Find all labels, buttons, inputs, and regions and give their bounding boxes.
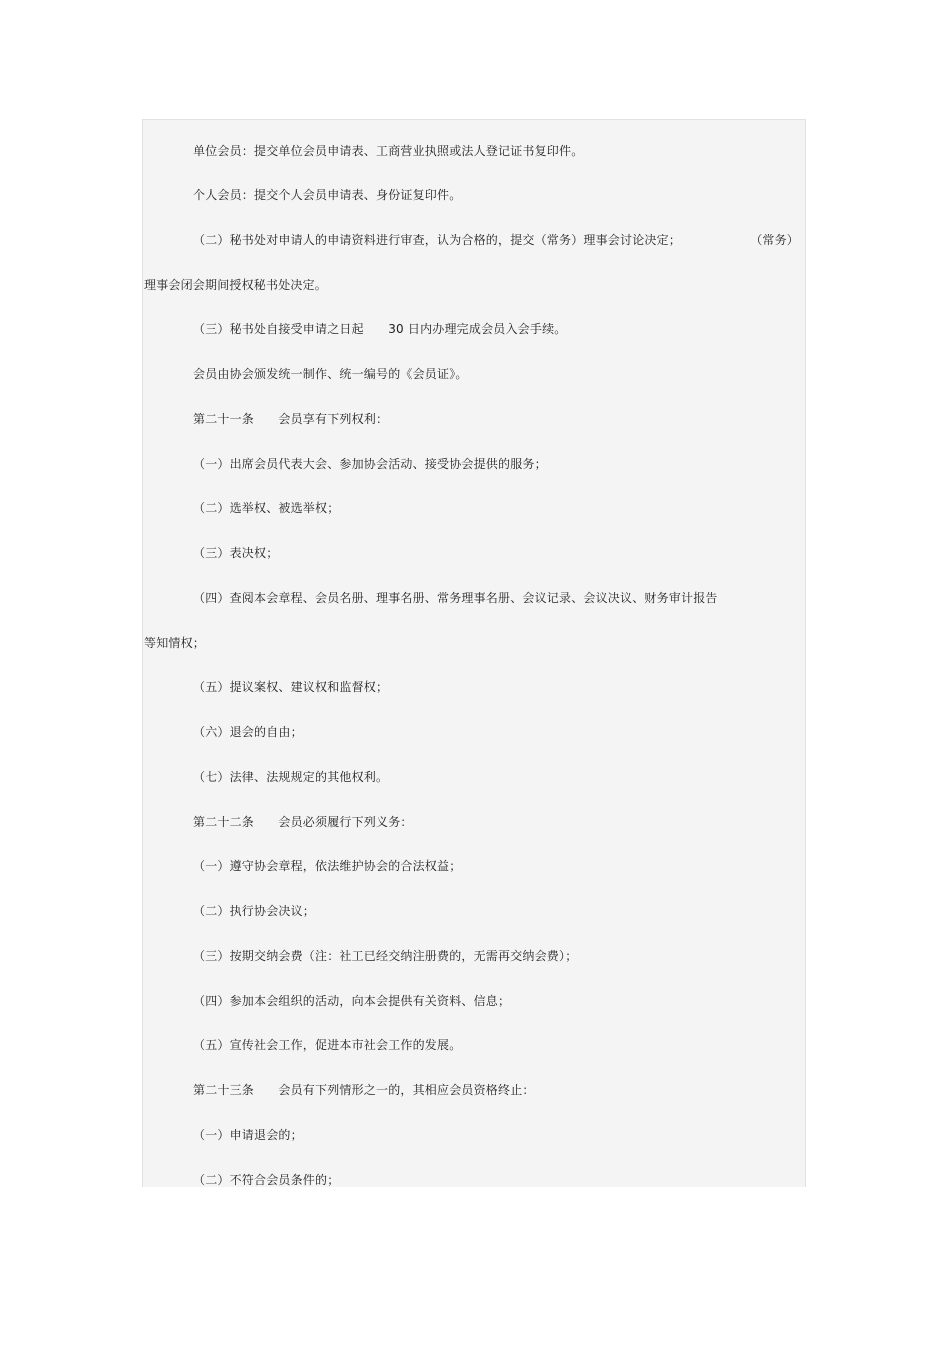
document-page xyxy=(142,119,806,1187)
article-22-item-3: （三）按期交纳会费（注：社工已经交纳注册费的，无需再交纳会费）； xyxy=(193,949,578,963)
paragraph-join-procedure: （三）秘书处自接受申请之日起 30 日内办理完成会员入会手续。 xyxy=(193,322,567,336)
article-23-item-2: （二）不符合会员条件的； xyxy=(193,1173,340,1187)
article-22-heading: 第二十二条 会员必须履行下列义务： xyxy=(193,815,413,829)
article-21-item-5: （五）提议案权、建议权和监督权； xyxy=(193,680,389,694)
paragraph-review-application-tail: （常务） xyxy=(750,233,799,247)
article-23-heading: 第二十三条 会员有下列情形之一的，其相应会员资格终止： xyxy=(193,1083,535,1097)
article-21-item-6: （六）退会的自由； xyxy=(193,725,303,739)
paragraph-individual-member: 个人会员：提交个人会员申请表、身份证复印件。 xyxy=(193,188,462,202)
paragraph-review-application-cont: 理事会闭会期间授权秘书处决定。 xyxy=(144,278,328,292)
article-21-item-1: （一）出席会员代表大会、参加协会活动、接受协会提供的服务； xyxy=(193,457,547,471)
article-22-item-2: （二）执行协会决议； xyxy=(193,904,316,918)
article-22-item-5: （五）宣传社会工作，促进本市社会工作的发展。 xyxy=(193,1038,462,1052)
article-23-item-1: （一）申请退会的； xyxy=(193,1128,303,1142)
paragraph-unit-member: 单位会员：提交单位会员申请表、工商营业执照或法人登记证书复印件。 xyxy=(193,144,584,158)
article-21-item-3: （三）表决权； xyxy=(193,546,279,560)
article-22-item-1: （一）遵守协会章程，依法维护协会的合法权益； xyxy=(193,859,462,873)
paragraph-member-card: 会员由协会颁发统一制作、统一编号的《会员证》。 xyxy=(193,367,468,381)
article-21-heading: 第二十一条 会员享有下列权利： xyxy=(193,412,389,426)
article-22-item-4: （四）参加本会组织的活动，向本会提供有关资料、信息； xyxy=(193,994,511,1008)
paragraph-review-application: （二）秘书处对申请人的申请资料进行审查，认为合格的，提交（常务）理事会讨论决定； xyxy=(193,233,682,247)
article-21-item-4-cont: 等知情权； xyxy=(144,636,206,650)
article-21-item-2: （二）选举权、被选举权； xyxy=(193,501,340,515)
article-21-item-7: （七）法律、法规规定的其他权利。 xyxy=(193,770,389,784)
article-21-item-4: （四）查阅本会章程、会员名册、理事名册、常务理事名册、会议记录、会议决议、财务审计报告 xyxy=(193,591,718,605)
